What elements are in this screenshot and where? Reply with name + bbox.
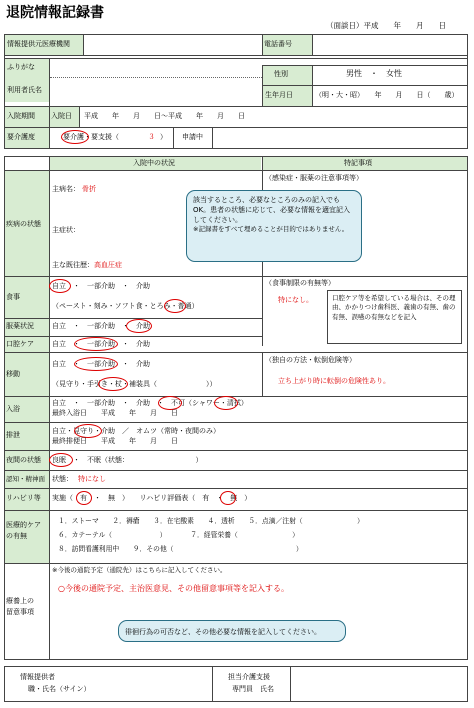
manager-sign-label-2: 専門員 氏名 (232, 685, 274, 693)
provider-label: 情報提供元医療機関 (7, 40, 70, 48)
excretion-line2: 最終排便日 平成 年 月 日 (52, 437, 178, 445)
guidance-note-sub: ※記録書をすべて埋めることが目的ではありません。 (193, 225, 349, 234)
disease-label: 疾病の状態 (6, 220, 41, 228)
cognition-value: 特になし (78, 475, 106, 483)
notes-value: ○今後の通院予定、主治医意見、その他留意事項等を記入する。 (58, 584, 289, 593)
care-label: 要介護度 (7, 133, 35, 141)
meal-label: 食事 (6, 293, 20, 301)
rehab-label: リハビリ等 (6, 494, 41, 502)
cognition-prefix: 状態： (52, 475, 73, 483)
cognition-label: 認知・精神面 (6, 475, 45, 483)
comorbid-value: 高血圧症 (94, 261, 122, 269)
user-name-label: 利用者氏名 (7, 86, 42, 94)
bath-line2: 最終入浴日 平成 年 月 日 (52, 409, 178, 417)
sex-label: 性別 (274, 70, 288, 78)
special-header-label: 特記事項 (344, 159, 372, 167)
medication-label: 服薬状況 (6, 322, 34, 330)
oral-label: 口腔ケア (6, 340, 34, 348)
dob-label: 生年月日 (265, 91, 293, 99)
excretion-line1: 自立・見守り・介助 ／ オムツ（常時・夜間のみ） (52, 427, 220, 435)
medication-circle (126, 319, 152, 333)
status-header-label: 入院中の状況 (133, 159, 175, 167)
phone-label: 電話番号 (264, 40, 292, 48)
notes-label-1: 療養上の (6, 597, 34, 605)
other-info-note: 徘徊行為の可否など、その他必要な情報を記入してください。 (118, 620, 346, 642)
excretion-label: 排泄 (6, 431, 20, 439)
move-line2: （見守り・手引き・杖・補装具（ ）） (52, 380, 217, 388)
move-special-value: 立ち上がり時に転倒の危険性あり。 (278, 377, 390, 385)
bath-line1: 自立 ・ 一部介助 ・ 介助 ・ 不可（シャワー・清拭） (52, 399, 248, 407)
meal-circle-normal (164, 299, 186, 313)
meal-special-title: （食事制限の有無等） (265, 279, 335, 287)
medical-line2: ６．カテーテル（ ） ７．経管栄養（ ） (58, 531, 299, 539)
move-circle-partial (74, 357, 118, 371)
comorbid-label: 主な既往歴： (52, 261, 94, 269)
medical-line3: ８．訪問看護利用中 ９．その他（ ） (58, 545, 303, 553)
disease-name-value: 骨折 (82, 185, 96, 193)
medical-label-1: 医療的ケア (6, 521, 41, 529)
care-value: 要介護・要支援（ (63, 133, 119, 141)
oral-line: 自立 ・ 一部介助 ・ 介助 (52, 340, 150, 348)
sleep-line: 良眠 ・ 不眠（状態： ） (52, 456, 203, 464)
furigana-label: ふりがな (7, 63, 35, 71)
sex-value: 男性 ・ 女性 (346, 69, 402, 78)
symptom-label: 主症状： (52, 226, 80, 234)
sleep-label: 夜間の状態 (6, 456, 41, 464)
medical-label-2: の有無 (6, 532, 27, 540)
provider-sign-label-2: 職・氏名（サイン） (28, 685, 91, 693)
stay-value: 平成 年 月 日～平成 年 月 日 (84, 112, 245, 120)
move-special-title: （独自の方法・転倒危険等） (265, 356, 356, 364)
rehab-circle-eval-no (220, 491, 236, 505)
care-level: ３ (148, 133, 155, 141)
oral-circle (74, 337, 118, 351)
stay-sub-label: 入院日 (51, 112, 72, 120)
care-circle (61, 130, 89, 144)
page-title: 退院情報記録書 (6, 5, 104, 21)
manager-sign-label-1: 担当介護支援 (228, 673, 270, 681)
meal-line2: （ペースト・刻み・ソフト食・とろみ・普通） (52, 302, 199, 310)
stay-label: 入院期間 (7, 112, 35, 120)
rehab-line: 実施（ 有 ・ 無 ） リハビリ評価表（ 有 ・ 無 ） (52, 494, 252, 502)
signature-table (4, 666, 468, 702)
sleep-circle (49, 453, 73, 467)
guidance-note: 該当するところ、必要なところのみの記入でもOK。患者の状態に応じて、必要な情報を適宜記入してください。 ※記録書をすべて埋めることが目的ではありません。 (186, 190, 362, 262)
oral-care-note: 口腔ケア等を希望している場合は、その理由、かかりつけ歯科医、義歯の有無、歯の有無、誤嚥の有無などを記入 (327, 290, 462, 344)
bath-circle-wipe (214, 396, 238, 410)
bath-circle-no (158, 396, 182, 410)
meal-line1: 自立 ・ 一部介助 ・ 介助 (52, 282, 150, 290)
excretion-circle (74, 424, 102, 438)
disease-name-label: 主病名： (52, 185, 80, 193)
infection-title: （感染症・服薬の注意事項等） (265, 174, 363, 182)
bath-label: 入浴 (6, 405, 20, 413)
interview-date: （面談日）平成 年 月 日 (326, 21, 446, 30)
care-close: ） (160, 133, 167, 141)
dob-value: （明・大・昭） 年 月 日（ 歳） (315, 91, 459, 99)
row-label-column (5, 171, 49, 563)
notes-label-2: 留意事項 (6, 608, 34, 616)
rehab-circle-yes (76, 491, 92, 505)
medical-line1: １．ストーマ ２．褥瘡 ３．在宅酸素 ４．透析 ５．点滴／注射（ ） (58, 517, 364, 525)
move-line1: 自立 ・ 一部介助 ・ 介助 (52, 360, 150, 368)
notes-hint: ※今後の通院予定（通院先）はこちらに記入してください。 (52, 566, 227, 574)
meal-special-value: 特になし。 (278, 296, 313, 304)
apply-label: 申請中 (182, 133, 203, 141)
meal-circle-self (49, 279, 71, 293)
provider-sign-label-1: 情報提供者 (20, 673, 55, 681)
move-circle-hand (98, 377, 128, 391)
medication-line: 自立 ・ 一部介助 ・ 介助 (52, 322, 150, 330)
move-label: 移動 (6, 370, 20, 378)
